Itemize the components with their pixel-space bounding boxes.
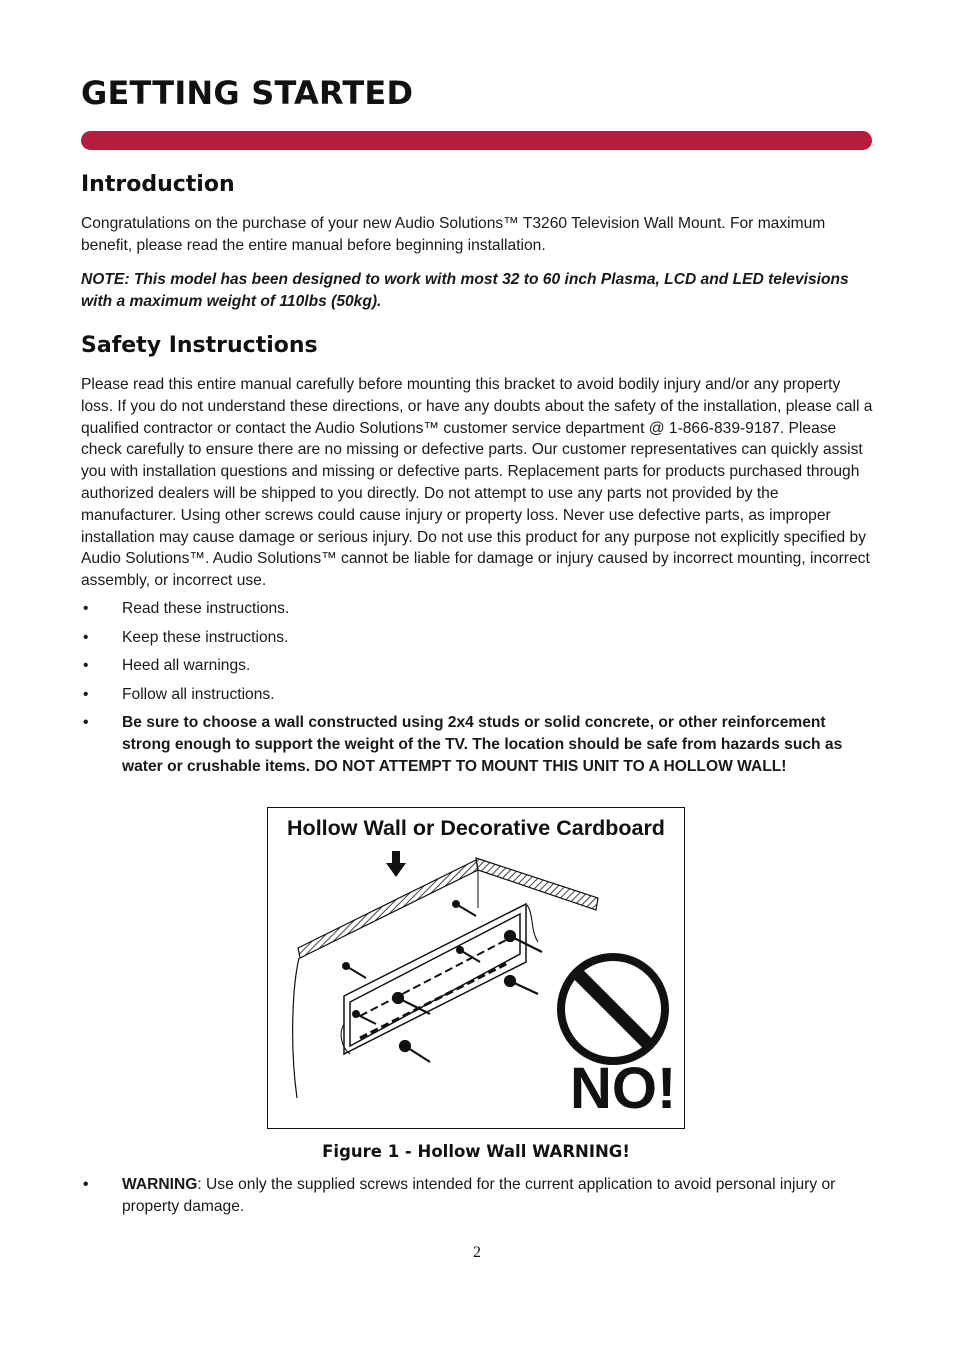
figure-heading: Hollow Wall or Decorative Cardboard (287, 816, 665, 840)
model-note: NOTE: This model has been designed to work with most 32 to 60 inch Plasma, LCD and LED televisions with a maximum weight of 110lbs (50kg). (81, 271, 849, 310)
title-divider (81, 131, 872, 150)
introduction-heading: Introduction (81, 172, 235, 197)
list-item (81, 627, 876, 649)
safety-heading: Safety Instructions (81, 333, 318, 358)
list-item-hollow-wall (81, 712, 876, 777)
list-item-text: Read these instructions. (122, 600, 290, 617)
bullet-icon: • (83, 714, 89, 732)
warning-bullet (81, 1174, 876, 1218)
safety-paragraph: Please read this entire manual carefully before mounting this bracket to avoid bodily injury and/or any property loss. If you do not understand these directions, or have any doubts about the safety of the installation, please call a qualified contractor or contact the Audio Solutions™ customer service department @ 1-866-839-9187. Please check carefully to ensure there are no missing or defective parts. Our customer representatives can quickly assist you with installation questions and missing or defective parts. Replacement parts for products purchased through authorized dealers will be shipped to you directly. Do not attempt to use any parts not provided by the manufacturer. Using other screws could cause injury or property loss. Never use defective parts, as improper installation may cause damage or serious injury. Do not use this product for any purpose not explicitly specified by Audio Solutions™. Audio Solutions™ cannot be liable for damage or injury caused by incorrect mounting, incorrect assembly, or incorrect use. (81, 376, 873, 590)
down-arrow-icon (386, 851, 406, 877)
page-number: 2 (473, 1244, 481, 1261)
warning-label: WARNING (122, 1176, 198, 1193)
warning-text: : Use only the supplied screws intended for the current application to avoid personal injury or property damage. (122, 1176, 836, 1215)
list-item (81, 598, 876, 620)
hollow-wall-figure (267, 807, 685, 1129)
hollow-wall-right-panel (476, 858, 598, 910)
bullet-icon: • (83, 685, 89, 703)
safety-bullet-list (81, 598, 876, 785)
list-item (81, 655, 876, 677)
list-item (81, 684, 876, 706)
list-item-text: Keep these instructions. (122, 628, 289, 646)
bullet-icon: • (83, 628, 89, 646)
introduction-paragraph: Congratulations on the purchase of your new Audio Solutions™ T3260 Television Wall Mount. For maximum benefit, please read the entire manual before beginning installation. (81, 215, 826, 254)
prohibition-icon (561, 957, 665, 1061)
list-item-text: Follow all instructions. (122, 685, 275, 703)
bullet-icon: • (83, 1176, 89, 1193)
wall-edge-line (293, 958, 299, 1098)
list-item-text: Be sure to choose a wall constructed using 2x4 studs or solid concrete, or other reinforcement strong enough to support the weight of the TV. The location should be safe from hazards such as water or crushable items. DO NOT ATTEMPT TO MOUNT THIS UNIT TO A HOLLOW WALL! (122, 714, 843, 775)
page-title: GETTING STARTED (81, 74, 414, 112)
bullet-icon: • (83, 657, 89, 675)
bullet-icon: • (83, 600, 89, 617)
figure-caption: Figure 1 - Hollow Wall WARNING! (322, 1142, 630, 1161)
no-label: NO! (570, 1056, 677, 1121)
list-item-text: Heed all warnings. (122, 657, 251, 675)
